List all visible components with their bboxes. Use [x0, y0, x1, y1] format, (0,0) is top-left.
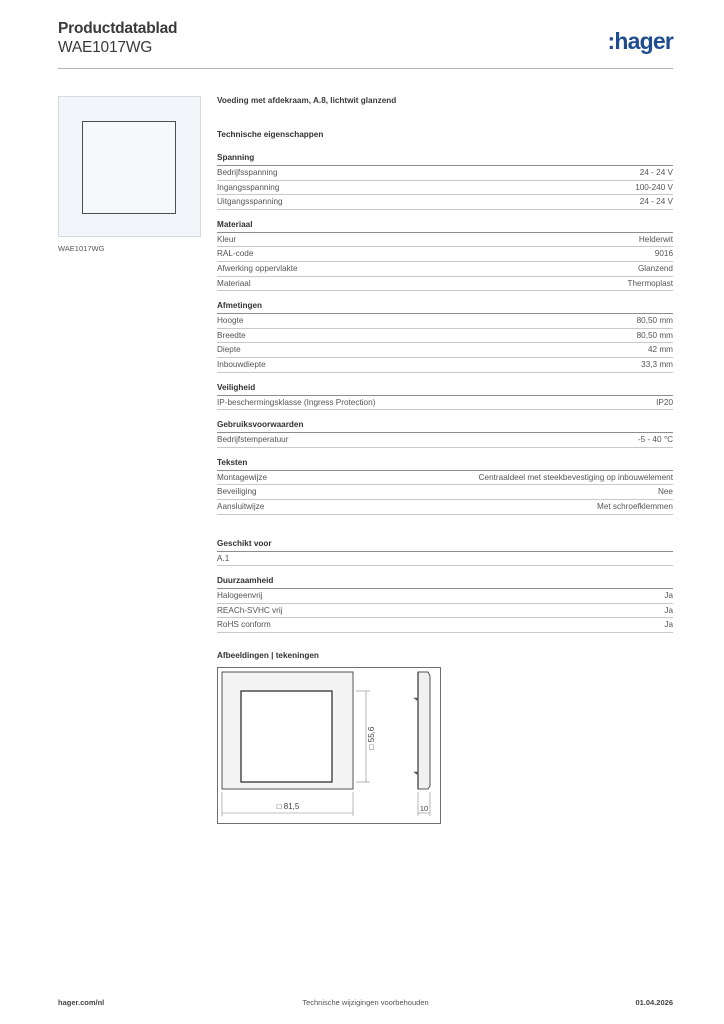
spec-row [217, 262, 673, 277]
spec-label: Breedte [217, 330, 246, 340]
hager-logo: :hager [607, 28, 673, 54]
spec-value: -5 - 40 °C [637, 435, 673, 445]
width-dimension-label: □ 81,5 [276, 801, 300, 811]
spec-label: Diepte [217, 345, 241, 355]
spec-label: RAL-code [217, 249, 254, 259]
spec-row [217, 181, 673, 196]
spec-section [217, 218, 673, 299]
depth-dimension-label: 10 [419, 803, 429, 813]
spec-value: 80,50 mm [636, 330, 673, 340]
spec-row [217, 314, 673, 329]
footer-date: 01.04.2026 [635, 998, 673, 1007]
spec-section [217, 418, 673, 456]
spec-section [217, 381, 673, 419]
spec-label: Ingangsspanning [217, 182, 280, 192]
technical-drawing [217, 667, 441, 824]
spec-row [217, 433, 673, 448]
spec-label: Aansluitwijze [217, 501, 265, 511]
side-profile [418, 672, 430, 789]
spec-label: Beveiliging [217, 487, 257, 497]
image-caption: WAE1017WG [58, 244, 105, 253]
product-code: WAE1017WG [58, 39, 153, 56]
spec-label: Afwerking oppervlakte [217, 263, 298, 273]
spec-label: Inbouwdiepte [217, 359, 266, 369]
footer-website-link[interactable]: hager.com/nl [58, 998, 105, 1007]
spec-row [217, 358, 673, 373]
spec-label: A.1 [217, 553, 230, 563]
spec-value: Centraaldeel met steekbevestiging op inbouwelement [478, 472, 673, 482]
spec-row [217, 277, 673, 292]
spec-value: Ja [664, 620, 673, 630]
spec-label: Montagewijze [217, 472, 268, 482]
spec-row [217, 195, 673, 210]
spec-value: 33,3 mm [641, 359, 673, 369]
spec-row [217, 396, 673, 411]
spec-row [217, 589, 673, 604]
section-title: Teksten [217, 457, 248, 467]
section-title: Spanning [217, 153, 255, 162]
spec-value: Ja [664, 591, 673, 601]
spec-row [217, 618, 673, 633]
page-header [58, 20, 673, 70]
spec-value: Thermoplast [627, 278, 673, 288]
page-footer [58, 998, 673, 1010]
spec-row [217, 343, 673, 358]
spec-row [217, 166, 673, 181]
tech-properties-title: Technische eigenschappen [217, 130, 324, 139]
spec-row [217, 233, 673, 248]
spec-value: 80,50 mm [636, 316, 673, 326]
spec-section [217, 299, 673, 380]
spec-value: IP20 [656, 397, 673, 407]
spec-value: 24 - 24 V [639, 168, 673, 177]
spec-label: Hoogte [217, 316, 244, 326]
spec-label: Kleur [217, 234, 237, 244]
spec-content [217, 94, 673, 824]
technical-drawing-svg [218, 668, 442, 825]
document-title: Productdatablad [58, 20, 178, 37]
product-description: Voeding met afdekraam, A.8, lichtwit glanzend [217, 96, 397, 105]
spec-value: 100-240 V [635, 182, 673, 192]
spec-value: Nee [657, 487, 673, 497]
drawings-title: Afbeeldingen | tekeningen [217, 650, 319, 660]
spec-label: Materiaal [217, 278, 251, 288]
spec-value: 9016 [654, 249, 673, 259]
spec-row [217, 485, 673, 500]
spec-value: Met schroefklemmen [597, 501, 673, 511]
product-frame-outline [82, 121, 176, 214]
section-title: Afmetingen [217, 301, 263, 311]
spec-section [217, 537, 673, 575]
spec-label: Bedrijfstemperatuur [217, 435, 289, 445]
spec-section [217, 574, 673, 641]
header-divider [58, 68, 673, 69]
spec-section [217, 456, 673, 523]
spec-row [217, 247, 673, 262]
clip-bottom [414, 772, 418, 775]
spec-section [217, 151, 673, 218]
spec-value: Helderwit [638, 234, 673, 244]
section-title: Gebruiksvoorwaarden [217, 420, 304, 430]
spec-row [217, 604, 673, 619]
spec-value: Ja [664, 605, 673, 615]
spec-value: 24 - 24 V [639, 197, 673, 207]
frame-inner-outline [241, 691, 332, 782]
spec-label: Halogeenvrij [217, 591, 263, 601]
spec-row [217, 500, 673, 515]
spec-label: IP-beschermingsklasse (Ingress Protection) [217, 397, 376, 407]
footer-disclaimer: Technische wijzigingen voorbehouden [302, 998, 429, 1007]
section-title: Materiaal [217, 219, 253, 229]
spec-sections [217, 151, 673, 641]
spec-label: Bedrijfsspanning [217, 168, 278, 177]
section-title: Geschikt voor [217, 538, 272, 548]
clip-top [414, 698, 418, 701]
spec-label: RoHS conform [217, 620, 271, 630]
spec-row [217, 471, 673, 486]
spec-row [217, 552, 673, 567]
spec-row [217, 329, 673, 344]
section-title: Duurzaamheid [217, 576, 274, 586]
inner-dimension-label: □ 55,6 [367, 726, 376, 750]
spec-label: REACh-SVHC vrij [217, 605, 283, 615]
spec-label: Uitgangsspanning [217, 197, 283, 207]
spec-value: 42 mm [647, 345, 673, 355]
section-title: Veiligheid [217, 382, 256, 392]
spec-value: Glanzend [637, 263, 673, 273]
